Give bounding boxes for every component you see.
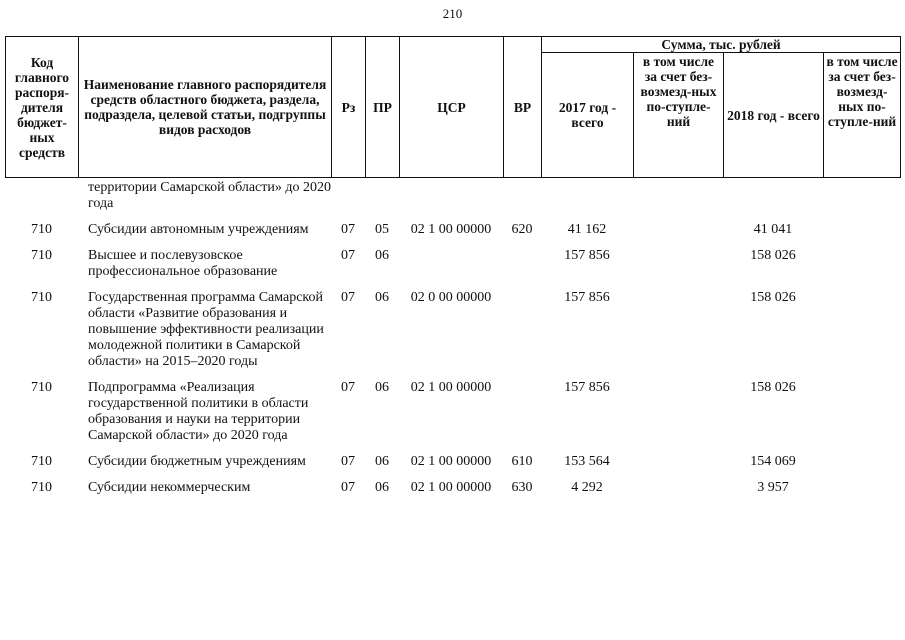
- cell-rz: 07: [341, 454, 355, 469]
- cell-name: Высшее и послевузовское профессиональное образование: [88, 248, 278, 279]
- cell-name: Субсидии автономным учреждениям: [88, 222, 309, 237]
- cell-csr: 02 1 00 00000: [410, 380, 492, 395]
- cell-2018: 3 957: [757, 480, 789, 495]
- cell-2017: 157 856: [564, 290, 610, 305]
- header-vr: ВР: [504, 37, 542, 178]
- cell-code: 710: [31, 290, 52, 305]
- cell-name: Субсидии бюджетным учреждениям: [88, 454, 306, 469]
- cell-2017: 41 162: [567, 222, 607, 237]
- cell-name: Подпрограмма «Реализация государственной политики в области образования и науки на территории Самарской области» до 2020 года: [88, 380, 309, 443]
- cell-code: 710: [31, 248, 52, 263]
- cell-pr: 05: [375, 222, 389, 237]
- cell-code: 710: [31, 380, 52, 395]
- table-row: [5, 248, 900, 280]
- cell-csr: 02 1 00 00000: [410, 454, 492, 469]
- cell-vr: [503, 180, 541, 212]
- cell-pr: 06: [375, 480, 389, 495]
- cell-rz: 07: [341, 248, 355, 263]
- header-csr: ЦСР: [400, 37, 504, 178]
- cell-name: Субсидии некоммерческим: [88, 480, 251, 495]
- cell-2018: 154 069: [750, 454, 796, 469]
- cell-rz: 07: [341, 480, 355, 495]
- table-body: [5, 180, 900, 506]
- cell-vr: 630: [511, 480, 533, 495]
- cell-2017: 157 856: [564, 248, 610, 263]
- cell-pr: 06: [375, 454, 389, 469]
- table-row: [5, 222, 900, 238]
- table-row: [5, 290, 900, 370]
- table-row: [5, 380, 900, 444]
- cell-csr: [399, 180, 503, 212]
- cell-vr: [503, 290, 541, 370]
- cell-pr: [365, 180, 399, 212]
- cell-code: 710: [31, 454, 52, 469]
- cell-name: территории Самарской области» до 2020 года: [88, 180, 331, 211]
- cell-rz: 07: [341, 222, 355, 237]
- cell-2017: 157 856: [564, 380, 610, 395]
- header-sum: Сумма, тыс. рублей: [542, 37, 901, 53]
- cell-code: 710: [31, 222, 52, 237]
- cell-csr: 02 1 00 00000: [410, 480, 492, 495]
- cell-rz: 07: [341, 290, 355, 305]
- table-row: [5, 454, 900, 470]
- table-row: [5, 180, 900, 212]
- cell-pr: 06: [375, 380, 389, 395]
- page-number: 210: [442, 6, 463, 21]
- cell-code: [5, 180, 78, 212]
- header-2018-incl: в том числе за счет без-возмезд-ных по-ступле-ний: [824, 53, 901, 178]
- header-2017-incl: в том числе за счет без-возмезд-ных по-ступле-ний: [634, 53, 724, 178]
- cell-vr: 620: [511, 222, 533, 237]
- header-2017-total: 2017 год - всего: [542, 53, 634, 178]
- cell-pr: 06: [375, 290, 389, 305]
- cell-2018: 41 041: [753, 222, 793, 237]
- cell-csr: [399, 248, 503, 280]
- cell-2017: [541, 180, 633, 212]
- cell-vr: [503, 380, 541, 444]
- header-code: Код главного распоря-дителя бюджет-ных средств: [6, 37, 79, 178]
- cell-2017: 153 564: [564, 454, 610, 469]
- header-rz: Рз: [332, 37, 366, 178]
- header-name: Наименование главного распорядителя средств областного бюджета, раздела, подраздела, целевой статьи, подгруппы видов расходов: [79, 37, 332, 178]
- cell-2018: [723, 180, 823, 212]
- table-header: [5, 36, 901, 178]
- cell-pr: 06: [375, 248, 389, 263]
- cell-2017: 4 292: [571, 480, 603, 495]
- cell-2018: 158 026: [750, 380, 796, 395]
- cell-2018: 158 026: [750, 248, 796, 263]
- cell-rz: 07: [341, 380, 355, 395]
- cell-name: Государственная программа Самарской области «Развитие образования и повышение эффективности реализации молодежной политики в Самарской области» на 2015–2020 годы: [88, 290, 324, 369]
- cell-rz: [331, 180, 365, 212]
- cell-2018: 158 026: [750, 290, 796, 305]
- cell-csr: 02 1 00 00000: [410, 222, 492, 237]
- cell-csr: 02 0 00 00000: [410, 290, 492, 305]
- cell-vr: [503, 248, 541, 280]
- cell-vr: 610: [511, 454, 533, 469]
- header-2018-total: 2018 год - всего: [724, 53, 824, 178]
- cell-code: 710: [31, 480, 52, 495]
- header-pr: ПР: [366, 37, 400, 178]
- table-row: [5, 480, 900, 496]
